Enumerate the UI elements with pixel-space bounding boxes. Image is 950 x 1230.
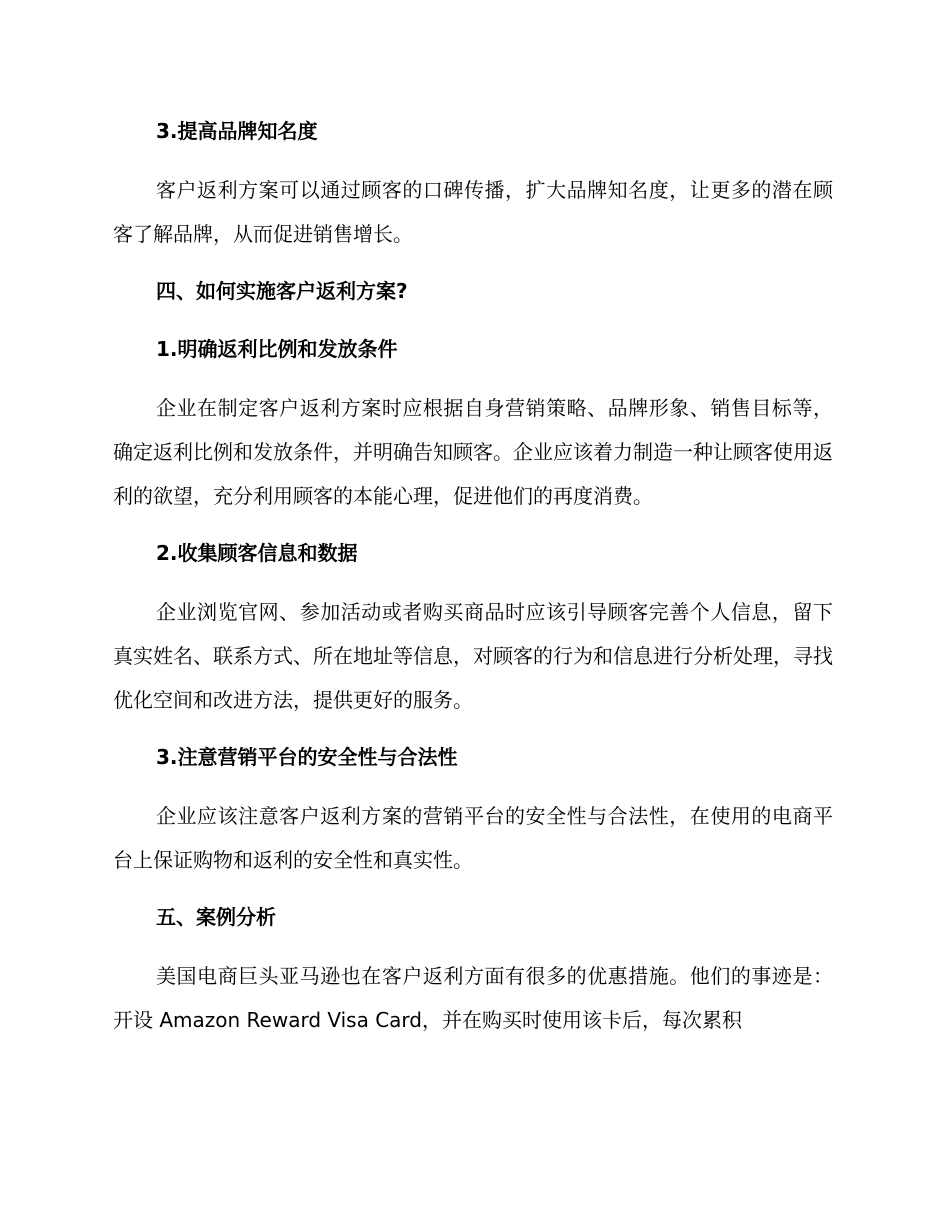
document-page xyxy=(113,110,833,1042)
paragraph-brand-awareness: 客户返利方案可以通过顾客的口碑传播，扩大品牌知名度，让更多的潜在顾客了解品牌，从而促进销售增长。 xyxy=(113,178,833,246)
paragraph-collect-data: 企业浏览官网、参加活动或者购买商品时应该引导顾客完善个人信息，留下真实姓名、联系方式、所在地址等信息，对顾客的行为和信息进行分析处理，寻找优化空间和改进方法，提供更好的服务。 xyxy=(113,600,833,712)
section-heading-platform-security: 3.注意营销平台的安全性与合法性 xyxy=(156,745,458,769)
paragraph-rebate-ratio: 企业在制定客户返利方案时应根据自身营销策略、品牌形象、销售目标等，确定返利比例和发放条件，并明确告知顾客。企业应该着力制造一种让顾客使用返利的欲望，充分利用顾客的本能心理，促进他们的再度消费。 xyxy=(113,396,833,508)
section-heading-how-to-implement: 四、如何实施客户返利方案? xyxy=(156,279,408,303)
paragraph-platform-security: 企业应该注意客户返利方案的营销平台的安全性与合法性，在使用的电商平台上保证购物和返利的安全性和真实性。 xyxy=(113,804,833,872)
section-heading-collect-data: 2.收集顾客信息和数据 xyxy=(156,541,358,565)
paragraph-case-study: 美国电商巨头亚马逊也在客户返利方面有很多的优惠措施。他们的事迹是：开设 Amazon Reward Visa Card，并在购买时使用该卡后，每次累积 xyxy=(113,964,833,1032)
section-heading-rebate-ratio: 1.明确返利比例和发放条件 xyxy=(156,337,398,361)
section-heading-case-study: 五、案例分析 xyxy=(156,905,276,929)
section-heading-brand-awareness: 3.提高品牌知名度 xyxy=(156,119,318,143)
